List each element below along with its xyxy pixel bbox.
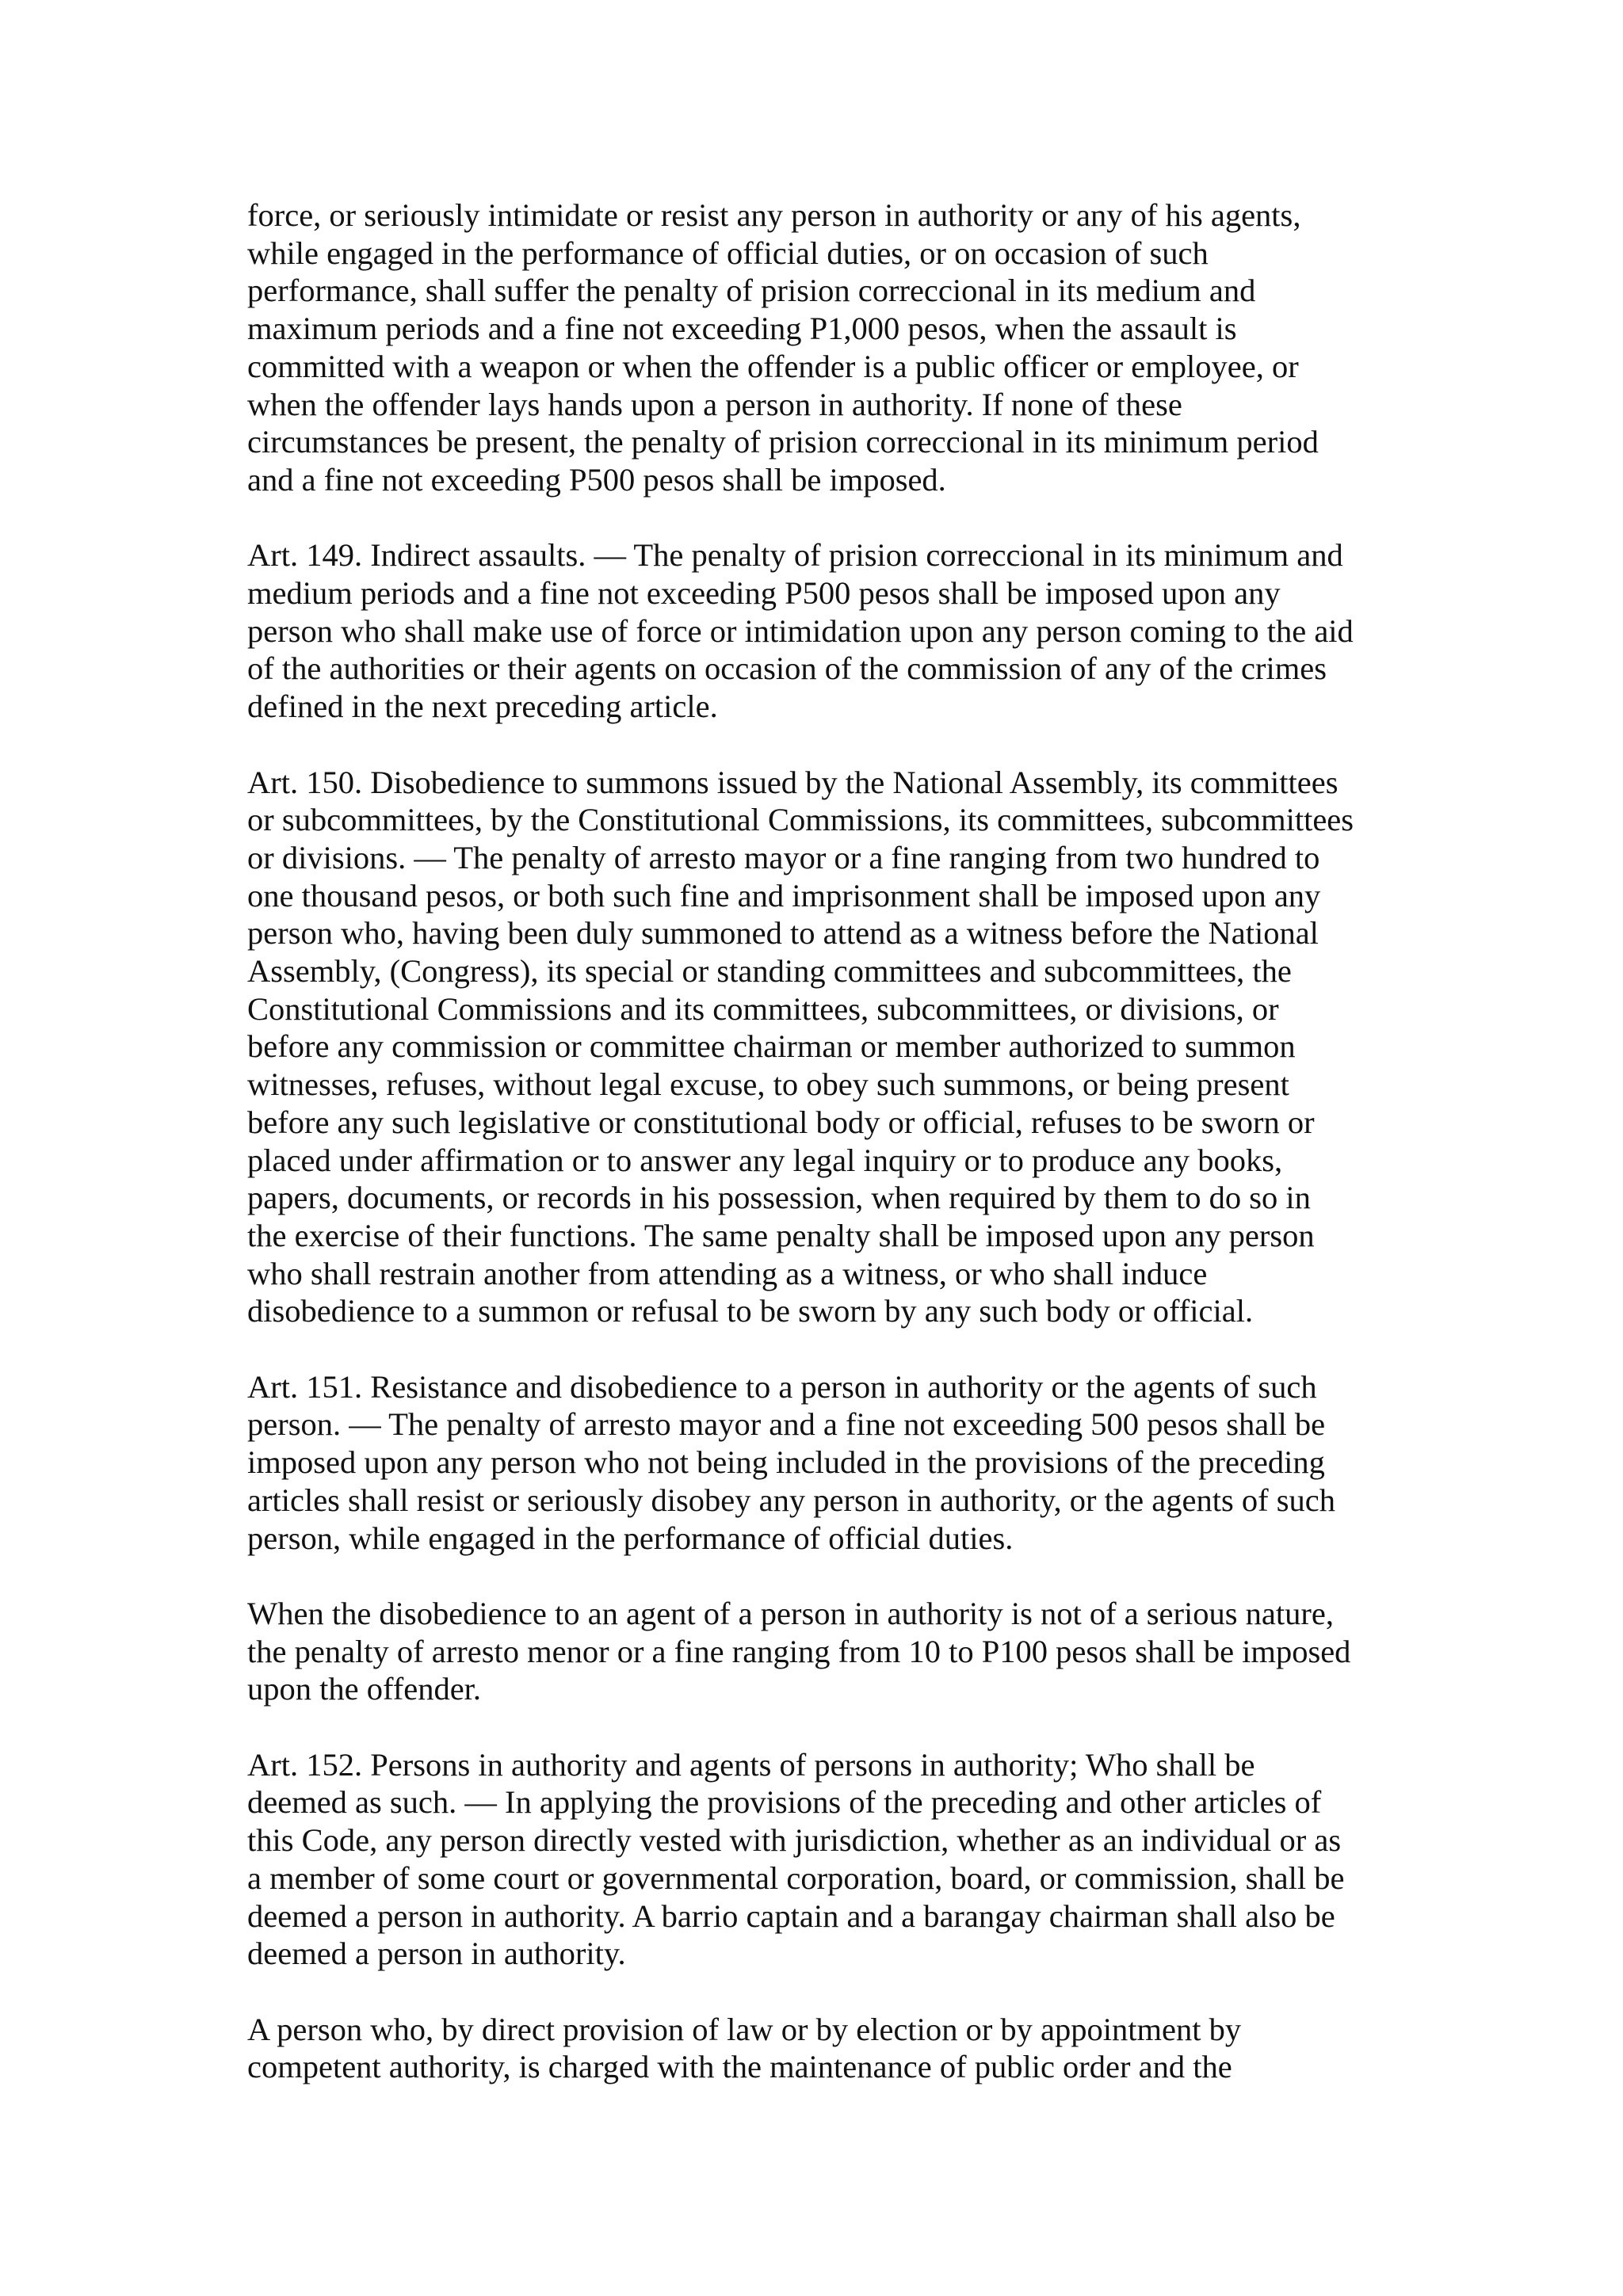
text-line: who shall restrain another from attending as a witness, or who shall induce: [247, 1255, 1208, 1291]
text-line: disobedience to a summon or refusal to be sworn by any such body or official.: [247, 1293, 1254, 1329]
text-line: one thousand pesos, or both such fine and imprisonment shall be imposed upon any: [247, 877, 1321, 913]
text-line: performance, shall suffer the penalty of prision correccional in its medium and: [247, 273, 1256, 309]
text-line: or subcommittees, by the Constitutional Commissions, its committees, subcommittees: [247, 802, 1354, 838]
text-line: Constitutional Commissions and its committees, subcommittees, or divisions, or: [247, 990, 1279, 1027]
text-line: force, or seriously intimidate or resist any person in authority or any of his agents,: [247, 197, 1301, 233]
text-line: maximum periods and a fine not exceeding P1,000 pesos, when the assault is: [247, 311, 1237, 347]
text-line: Art. 152. Persons in authority and agents of persons in authority; Who shall be: [247, 1746, 1255, 1783]
text-line: medium periods and a fine not exceeding P500 pesos shall be imposed upon any: [247, 575, 1281, 612]
text-line: while engaged in the performance of official duties, or on occasion of such: [247, 235, 1209, 271]
text-line: and a fine not exceeding P500 pesos shall be imposed.: [247, 461, 946, 498]
text-line: competent authority, is charged with the maintenance of public order and the: [247, 2049, 1232, 2085]
paragraph: [247, 2011, 1404, 2086]
text-line: the penalty of arresto menor or a fine ranging from 10 to P100 pesos shall be imposed: [247, 1633, 1351, 1669]
text-line: Art. 151. Resistance and disobedience to a person in authority or the agents of such: [247, 1368, 1317, 1405]
text-line: before any such legislative or constitutional body or official, refuses to be sworn or: [247, 1104, 1315, 1140]
text-line: or divisions. — The penalty of arresto mayor or a fine ranging from two hundred to: [247, 839, 1320, 875]
text-line: defined in the next preceding article.: [247, 688, 718, 725]
text-line: placed under affirmation or to answer any legal inquiry or to produce any books,: [247, 1142, 1283, 1178]
text-line: Assembly, (Congress), its special or standing committees and subcommittees, the: [247, 953, 1292, 990]
text-line: when the offender lays hands upon a person in authority. If none of these: [247, 386, 1182, 422]
paragraph: [247, 764, 1404, 1331]
text-line: before any commission or committee chairman or member authorized to summon: [247, 1028, 1296, 1065]
text-line: papers, documents, or records in his possession, when required by them to do so in: [247, 1180, 1311, 1216]
text-line: articles shall resist or seriously disobey any person in authority, or the agents of such: [247, 1482, 1335, 1518]
text-line: Art. 149. Indirect assaults. — The penalty of prision correccional in its minimum and: [247, 537, 1343, 574]
text-line: deemed as such. — In applying the provisions of the preceding and other articles of: [247, 1784, 1322, 1821]
text-line: person who, having been duly summoned to attend as a witness before the National: [247, 915, 1319, 952]
paragraph: [247, 536, 1404, 726]
text-line: circumstances be present, the penalty of prision correccional in its minimum period: [247, 424, 1319, 460]
text-line: deemed a person in authority. A barrio captain and a barangay chairman shall also be: [247, 1897, 1335, 1934]
paragraph: [247, 196, 1404, 499]
paragraph: [247, 1746, 1404, 1973]
text-line: upon the offender.: [247, 1671, 482, 1707]
text-line: the exercise of their functions. The same penalty shall be imposed upon any person: [247, 1217, 1315, 1253]
text-line: person who shall make use of force or intimidation upon any person coming to the aid: [247, 612, 1354, 649]
text-line: witnesses, refuses, without legal excuse, to obey such summons, or being present: [247, 1066, 1289, 1103]
text-line: a member of some court or governmental corporation, board, or commission, shall be: [247, 1859, 1345, 1896]
text-line: imposed upon any person who not being included in the provisions of the preceding: [247, 1444, 1325, 1481]
paragraph: [247, 1595, 1404, 1708]
text-line: person. — The penalty of arresto mayor and a fine not exceeding 500 pesos shall be: [247, 1406, 1326, 1443]
text-line: A person who, by direct provision of law or by election or by appointment by: [247, 2011, 1242, 2047]
text-line: person, while engaged in the performance of official duties.: [247, 1520, 1014, 1556]
text-line: When the disobedience to an agent of a person in authority is not of a serious nature,: [247, 1595, 1334, 1631]
text-line: this Code, any person directly vested with jurisdiction, whether as an individual or as: [247, 1822, 1342, 1859]
text-line: Art. 150. Disobedience to summons issued by the National Assembly, its committees: [247, 764, 1338, 800]
text-line: of the authorities or their agents on occasion of the commission of any of the crimes: [247, 650, 1327, 687]
text-line: deemed a person in authority.: [247, 1936, 626, 1972]
text-line: committed with a weapon or when the offender is a public officer or employee, or: [247, 348, 1299, 384]
paragraph: [247, 1368, 1404, 1558]
document-body: [247, 196, 1404, 2124]
